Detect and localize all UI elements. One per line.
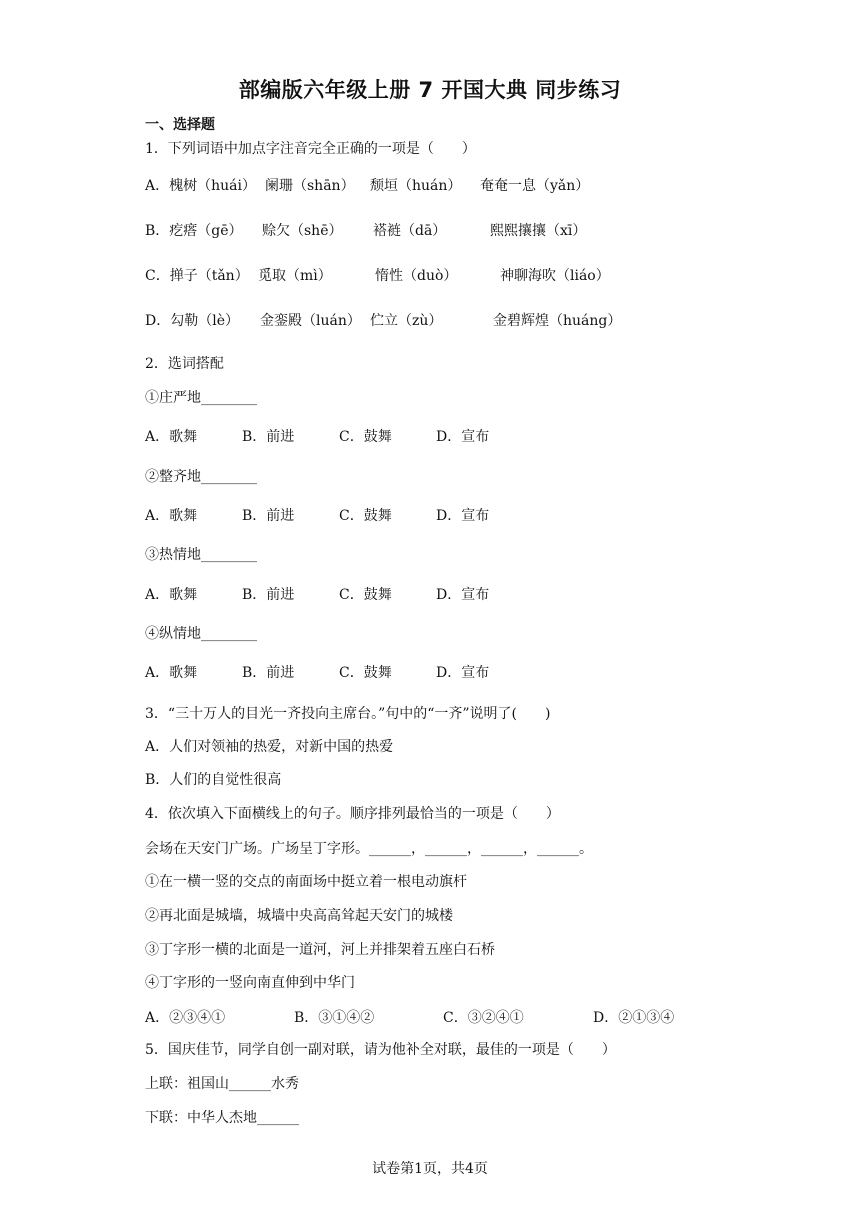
page-title: 部编版六年级上册 7 开国大典 同步练习 (238, 78, 622, 102)
q2-item-2-option-a: A．歌舞 (145, 508, 198, 524)
q1-option-d-3: 伫立（zù） (370, 313, 443, 329)
q1-option-a-2: 阑珊（shān） (265, 178, 355, 194)
q1-option-d-4: 金碧辉煌（huáng） (493, 313, 622, 329)
question-4-stem: 4．依次填入下面横线上的句子。顺序排列最恰当的一项是（ ） (145, 806, 560, 822)
q1-option-a-4: 奄奄一息（yǎn） (480, 178, 590, 194)
q2-item-4: ④纵情地________ (145, 626, 257, 642)
q2-item-4-option-a: A．歌舞 (145, 665, 198, 681)
q2-item-2-option-c: C．鼓舞 (339, 508, 392, 524)
q1-option-c-1: C．掸子（tǎn） (145, 268, 249, 284)
q2-item-3: ③热情地________ (145, 547, 257, 563)
page-footer: 试卷第1页，共4页 (372, 1161, 488, 1177)
q5-lower-couplet: 下联：中华人杰地______ (145, 1110, 299, 1126)
q3-option-b: B．人们的自觉性很高 (145, 772, 282, 788)
question-5-stem: 5．国庆佳节，同学自创一副对联，请为他补全对联，最佳的一项是（ ） (145, 1042, 616, 1058)
q2-item-1: ①庄严地________ (145, 390, 257, 406)
q1-option-b-1: B．疙瘩（gē） (145, 223, 243, 239)
q2-item-1-option-a: A．歌舞 (145, 429, 198, 445)
q1-option-c-3: 惰性（duò） (375, 268, 458, 284)
q4-option-d: D．②①③④ (593, 1010, 675, 1026)
q1-option-b-2: 赊欠（shē） (262, 223, 343, 239)
q2-item-4-option-d: D．宣布 (436, 665, 490, 681)
q4-option-c: C．③②④① (443, 1010, 524, 1026)
q1-option-b-4: 熙熙攘攘（xī） (490, 223, 587, 239)
q1-option-a-1: A．槐树（huái） (145, 178, 256, 194)
q1-option-d-1: D．勾勒（lè） (145, 313, 239, 329)
question-1-stem: 1．下列词语中加点字注音完全正确的一项是（ ） (145, 141, 476, 157)
q2-item-1-option-d: D．宣布 (436, 429, 490, 445)
q1-option-a-3: 颓垣（huán） (370, 178, 462, 194)
q2-item-1-option-b: B．前进 (242, 429, 295, 445)
section-heading: 一、选择题 (145, 117, 215, 133)
q4-sentence-1: ①在一横一竖的交点的南面场中挺立着一根电动旗杆 (145, 874, 467, 890)
q1-option-c-2: 觅取（mì） (258, 268, 332, 284)
q2-item-2-option-d: D．宣布 (436, 508, 490, 524)
q1-option-c-4: 神聊海吹（liáo） (500, 268, 610, 284)
q3-option-a: A．人们对领袖的热爱，对新中国的热爱 (145, 739, 394, 755)
q4-sentence-2: ②再北面是城墙，城墙中央高高耸起天安门的城楼 (145, 908, 453, 924)
q4-sentence-3: ③丁字形一横的北面是一道河，河上并排架着五座白石桥 (145, 942, 495, 958)
q2-item-4-option-b: B．前进 (242, 665, 295, 681)
q5-upper-couplet: 上联：祖国山______水秀 (145, 1076, 299, 1092)
q2-item-3-option-b: B．前进 (242, 587, 295, 603)
q2-item-3-option-a: A．歌舞 (145, 587, 198, 603)
q1-option-b-3: 褡裢（dā） (373, 223, 447, 239)
q4-sentence-4: ④丁字形的一竖向南直伸到中华门 (145, 975, 355, 991)
question-2-stem: 2．选词搭配 (145, 356, 224, 372)
q4-option-b: B．③①④② (294, 1010, 375, 1026)
q2-item-4-option-c: C．鼓舞 (339, 665, 392, 681)
q2-item-1-option-c: C．鼓舞 (339, 429, 392, 445)
q2-item-2-option-b: B．前进 (242, 508, 295, 524)
q2-item-2: ②整齐地________ (145, 469, 257, 485)
q2-item-3-option-d: D．宣布 (436, 587, 490, 603)
q1-option-d-2: 金銮殿（luán） (260, 313, 361, 329)
question-3-stem: 3．“三十万人的目光一齐投向主席台。”句中的“一齐”说明了( ) (145, 706, 551, 722)
q4-context: 会场在天安门广场。广场呈丁字形。______，______，______，______。 (145, 841, 593, 857)
q2-item-3-option-c: C．鼓舞 (339, 587, 392, 603)
q4-option-a: A．②③④① (145, 1010, 226, 1026)
